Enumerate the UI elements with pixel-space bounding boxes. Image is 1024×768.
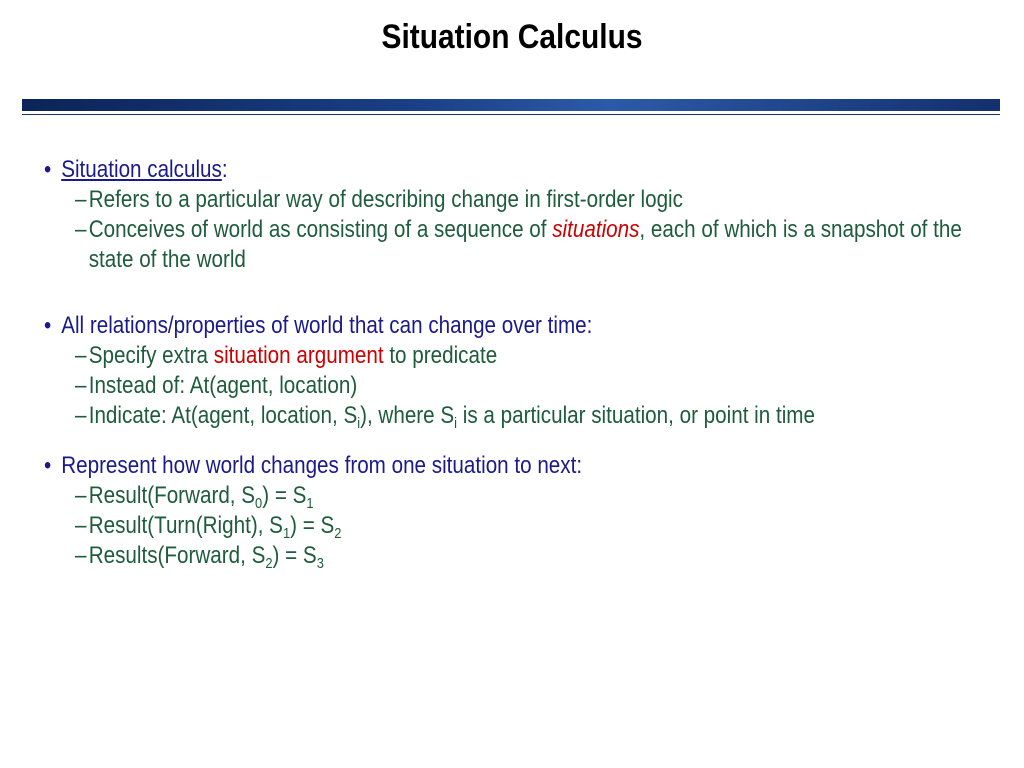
sub-item-instead (44, 371, 990, 401)
sub-item-result-2 (44, 511, 990, 541)
title-divider-thick (22, 99, 1000, 111)
subscript: 1 (282, 525, 291, 542)
subscript: 3 (316, 555, 324, 572)
sub-item-indicate (44, 401, 990, 431)
sub-dash: – (74, 402, 87, 429)
sub-dash: – (74, 542, 87, 569)
sub-text: ) = S (262, 482, 307, 509)
emphasis-situations: situations (552, 216, 640, 243)
sub-text: ), where S (360, 402, 455, 429)
subscript: 0 (255, 495, 263, 512)
sub-text: Result(Forward, S (88, 482, 256, 509)
emphasis-situation-argument: situation argument (213, 342, 384, 369)
sub-dash: – (74, 372, 87, 399)
bullet-marker: • (44, 156, 52, 183)
sub-text: Results(Forward, S (88, 542, 266, 569)
bullet-marker: • (44, 312, 52, 339)
situation-calculus-link[interactable]: Situation calculus (61, 156, 222, 183)
subscript: 2 (265, 555, 273, 572)
slide-title: Situation Calculus (381, 18, 643, 56)
sub-item-result-3 (44, 541, 990, 571)
sub-text: is a particular situation, or point in time (457, 402, 815, 429)
sub-item-specify (44, 341, 990, 371)
sub-text: Indicate: At(agent, location, S (88, 402, 358, 429)
subscript: 2 (334, 525, 342, 542)
title-divider-thin (22, 114, 1000, 115)
sub-text: Conceives of world as consisting of a sequence of (88, 216, 553, 243)
subscript: 1 (306, 495, 314, 512)
sub-text: to predicate (383, 342, 498, 369)
sub-item-refers (44, 185, 990, 215)
sub-text: , each of which is a snapshot of the state of the world (88, 216, 962, 273)
sub-text: Refers to a particular way of describing change in first-order logic (88, 186, 683, 213)
bullet-relations (44, 311, 990, 341)
subscript: i (357, 415, 361, 432)
sub-text: ) = S (272, 542, 317, 569)
bullet-represent (44, 451, 990, 481)
bullet-colon: : (221, 156, 228, 183)
sub-dash: – (74, 482, 87, 509)
slide-body (44, 155, 994, 571)
sub-dash: – (74, 512, 87, 539)
sub-dash: – (74, 186, 87, 213)
sub-item-result-1 (44, 481, 990, 511)
bullet-marker: • (44, 452, 52, 479)
subscript: i (454, 415, 458, 432)
bullet-text: Represent how world changes from one situation to next: (61, 452, 583, 479)
sub-text: Instead of: At(agent, location) (88, 372, 358, 399)
bullet-text: All relations/properties of world that can change over time: (61, 312, 593, 339)
sub-dash: – (74, 342, 87, 369)
sub-text: Specify extra (88, 342, 214, 369)
bullet-situation-calculus (44, 155, 990, 185)
sub-text: Result(Turn(Right), S (88, 512, 283, 539)
sub-item-conceives (44, 215, 990, 275)
sub-dash: – (74, 216, 87, 243)
sub-text: ) = S (290, 512, 335, 539)
